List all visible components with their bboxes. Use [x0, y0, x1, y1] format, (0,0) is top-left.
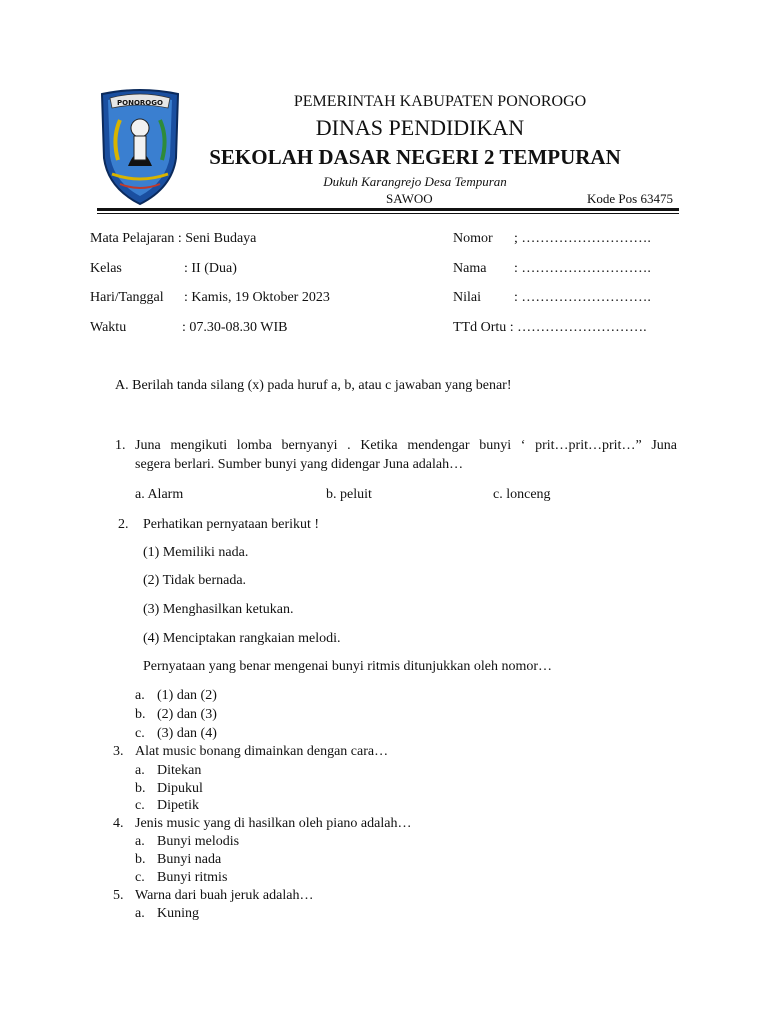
time-value: : 07.30-08.30 WIB	[182, 320, 288, 335]
letterhead-government: PEMERINTAH KABUPATEN PONOROGO	[293, 93, 587, 110]
question-2-option-b: (2) dan (3)	[157, 707, 217, 722]
ponorogo-regency-emblem	[98, 88, 182, 206]
emblem-ribbon-text: PONOROGO	[117, 99, 163, 107]
question-5-number: 5.	[113, 888, 124, 903]
number-blank: ; ……………………….	[514, 231, 651, 246]
question-4-option-b-letter: b.	[135, 852, 146, 867]
question-4-option-b: Bunyi nada	[157, 852, 222, 867]
question-2-statement-1: (1) Memiliki nada.	[143, 545, 249, 560]
parent-signature-field: TTd Ortu : ……………………….	[453, 320, 647, 335]
letterhead-rule-thin	[97, 213, 679, 214]
letterhead-department: DINAS PENDIDIKAN	[315, 115, 525, 140]
question-3-option-c: Dipetik	[157, 798, 199, 813]
question-3-text: Alat music bonang dimainkan dengan cara…	[135, 744, 389, 759]
question-1-text-line2: segera berlari. Sumber bunyi yang didengar Juna adalah…	[135, 457, 464, 472]
question-2-option-c-letter: c.	[135, 726, 145, 741]
question-2-statement-3: (3) Menghasilkan ketukan.	[143, 602, 294, 617]
date-value: : Kamis, 19 Oktober 2023	[184, 290, 330, 305]
time-label: Waktu	[90, 320, 127, 335]
section-a-instruction: A. Berilah tanda silang (x) pada huruf a, b, atau c jawaban yang benar!	[115, 378, 512, 393]
question-4-option-a: Bunyi melodis	[157, 834, 240, 849]
number-label: Nomor	[453, 231, 493, 246]
letterhead-rule-thick	[97, 208, 679, 211]
question-3-number: 3.	[113, 744, 124, 759]
question-3-option-a-letter: a.	[135, 763, 145, 778]
question-4-option-a-letter: a.	[135, 834, 145, 849]
class-value: : II (Dua)	[184, 261, 237, 276]
question-1-option-a: a. Alarm	[135, 487, 184, 502]
letterhead-city: SAWOO	[386, 191, 433, 206]
question-3-option-c-letter: c.	[135, 798, 145, 813]
question-5-text: Warna dari buah jeruk adalah…	[135, 888, 314, 903]
question-1-option-c: c. lonceng	[493, 487, 551, 502]
question-2-option-a-letter: a.	[135, 688, 145, 703]
question-2-option-b-letter: b.	[135, 707, 146, 722]
question-3-option-b-letter: b.	[135, 781, 146, 796]
question-4-number: 4.	[113, 816, 124, 831]
question-2-statement-2: (2) Tidak bernada.	[143, 573, 247, 588]
score-blank: : ……………………….	[514, 290, 651, 305]
question-2-option-a: (1) dan (2)	[157, 688, 217, 703]
question-5-option-a-letter: a.	[135, 906, 145, 921]
question-4-option-c-letter: c.	[135, 870, 145, 885]
question-2-statement-4: (4) Menciptakan rangkaian melodi.	[143, 631, 341, 646]
letterhead-school-name: SEKOLAH DASAR NEGERI 2 TEMPURAN	[209, 145, 621, 169]
question-3-option-a: Ditekan	[157, 763, 202, 778]
question-4-option-c: Bunyi ritmis	[157, 870, 228, 885]
question-1-option-b: b. peluit	[326, 487, 372, 502]
score-label: Nilai	[453, 290, 481, 305]
name-blank: : ……………………….	[514, 261, 651, 276]
date-label: Hari/Tanggal	[90, 290, 164, 305]
question-5-option-a: Kuning	[157, 906, 199, 921]
question-1-number: 1.	[115, 438, 126, 453]
letterhead-address: Dukuh Karangrejo Desa Tempuran	[323, 174, 507, 189]
name-label: Nama	[453, 261, 487, 276]
question-2-number: 2.	[118, 517, 129, 532]
letterhead-postal-code: Kode Pos 63475	[587, 191, 673, 206]
question-2-text: Perhatikan pernyataan berikut !	[143, 517, 320, 532]
question-2-option-c: (3) dan (4)	[157, 726, 217, 741]
subject-field: Mata Pelajaran : Seni Budaya	[90, 231, 257, 246]
question-3-option-b: Dipukul	[157, 781, 203, 796]
question-2-prompt: Pernyataan yang benar mengenai bunyi ritmis ditunjukkan oleh nomor…	[143, 659, 553, 674]
class-label: Kelas	[90, 261, 122, 276]
question-4-text: Jenis music yang di hasilkan oleh piano adalah…	[135, 816, 412, 831]
question-1-text-line1: Juna mengikuti lomba bernyanyi . Ketika mendengar bunyi ‘ prit…prit…prit…” Juna	[135, 438, 677, 453]
